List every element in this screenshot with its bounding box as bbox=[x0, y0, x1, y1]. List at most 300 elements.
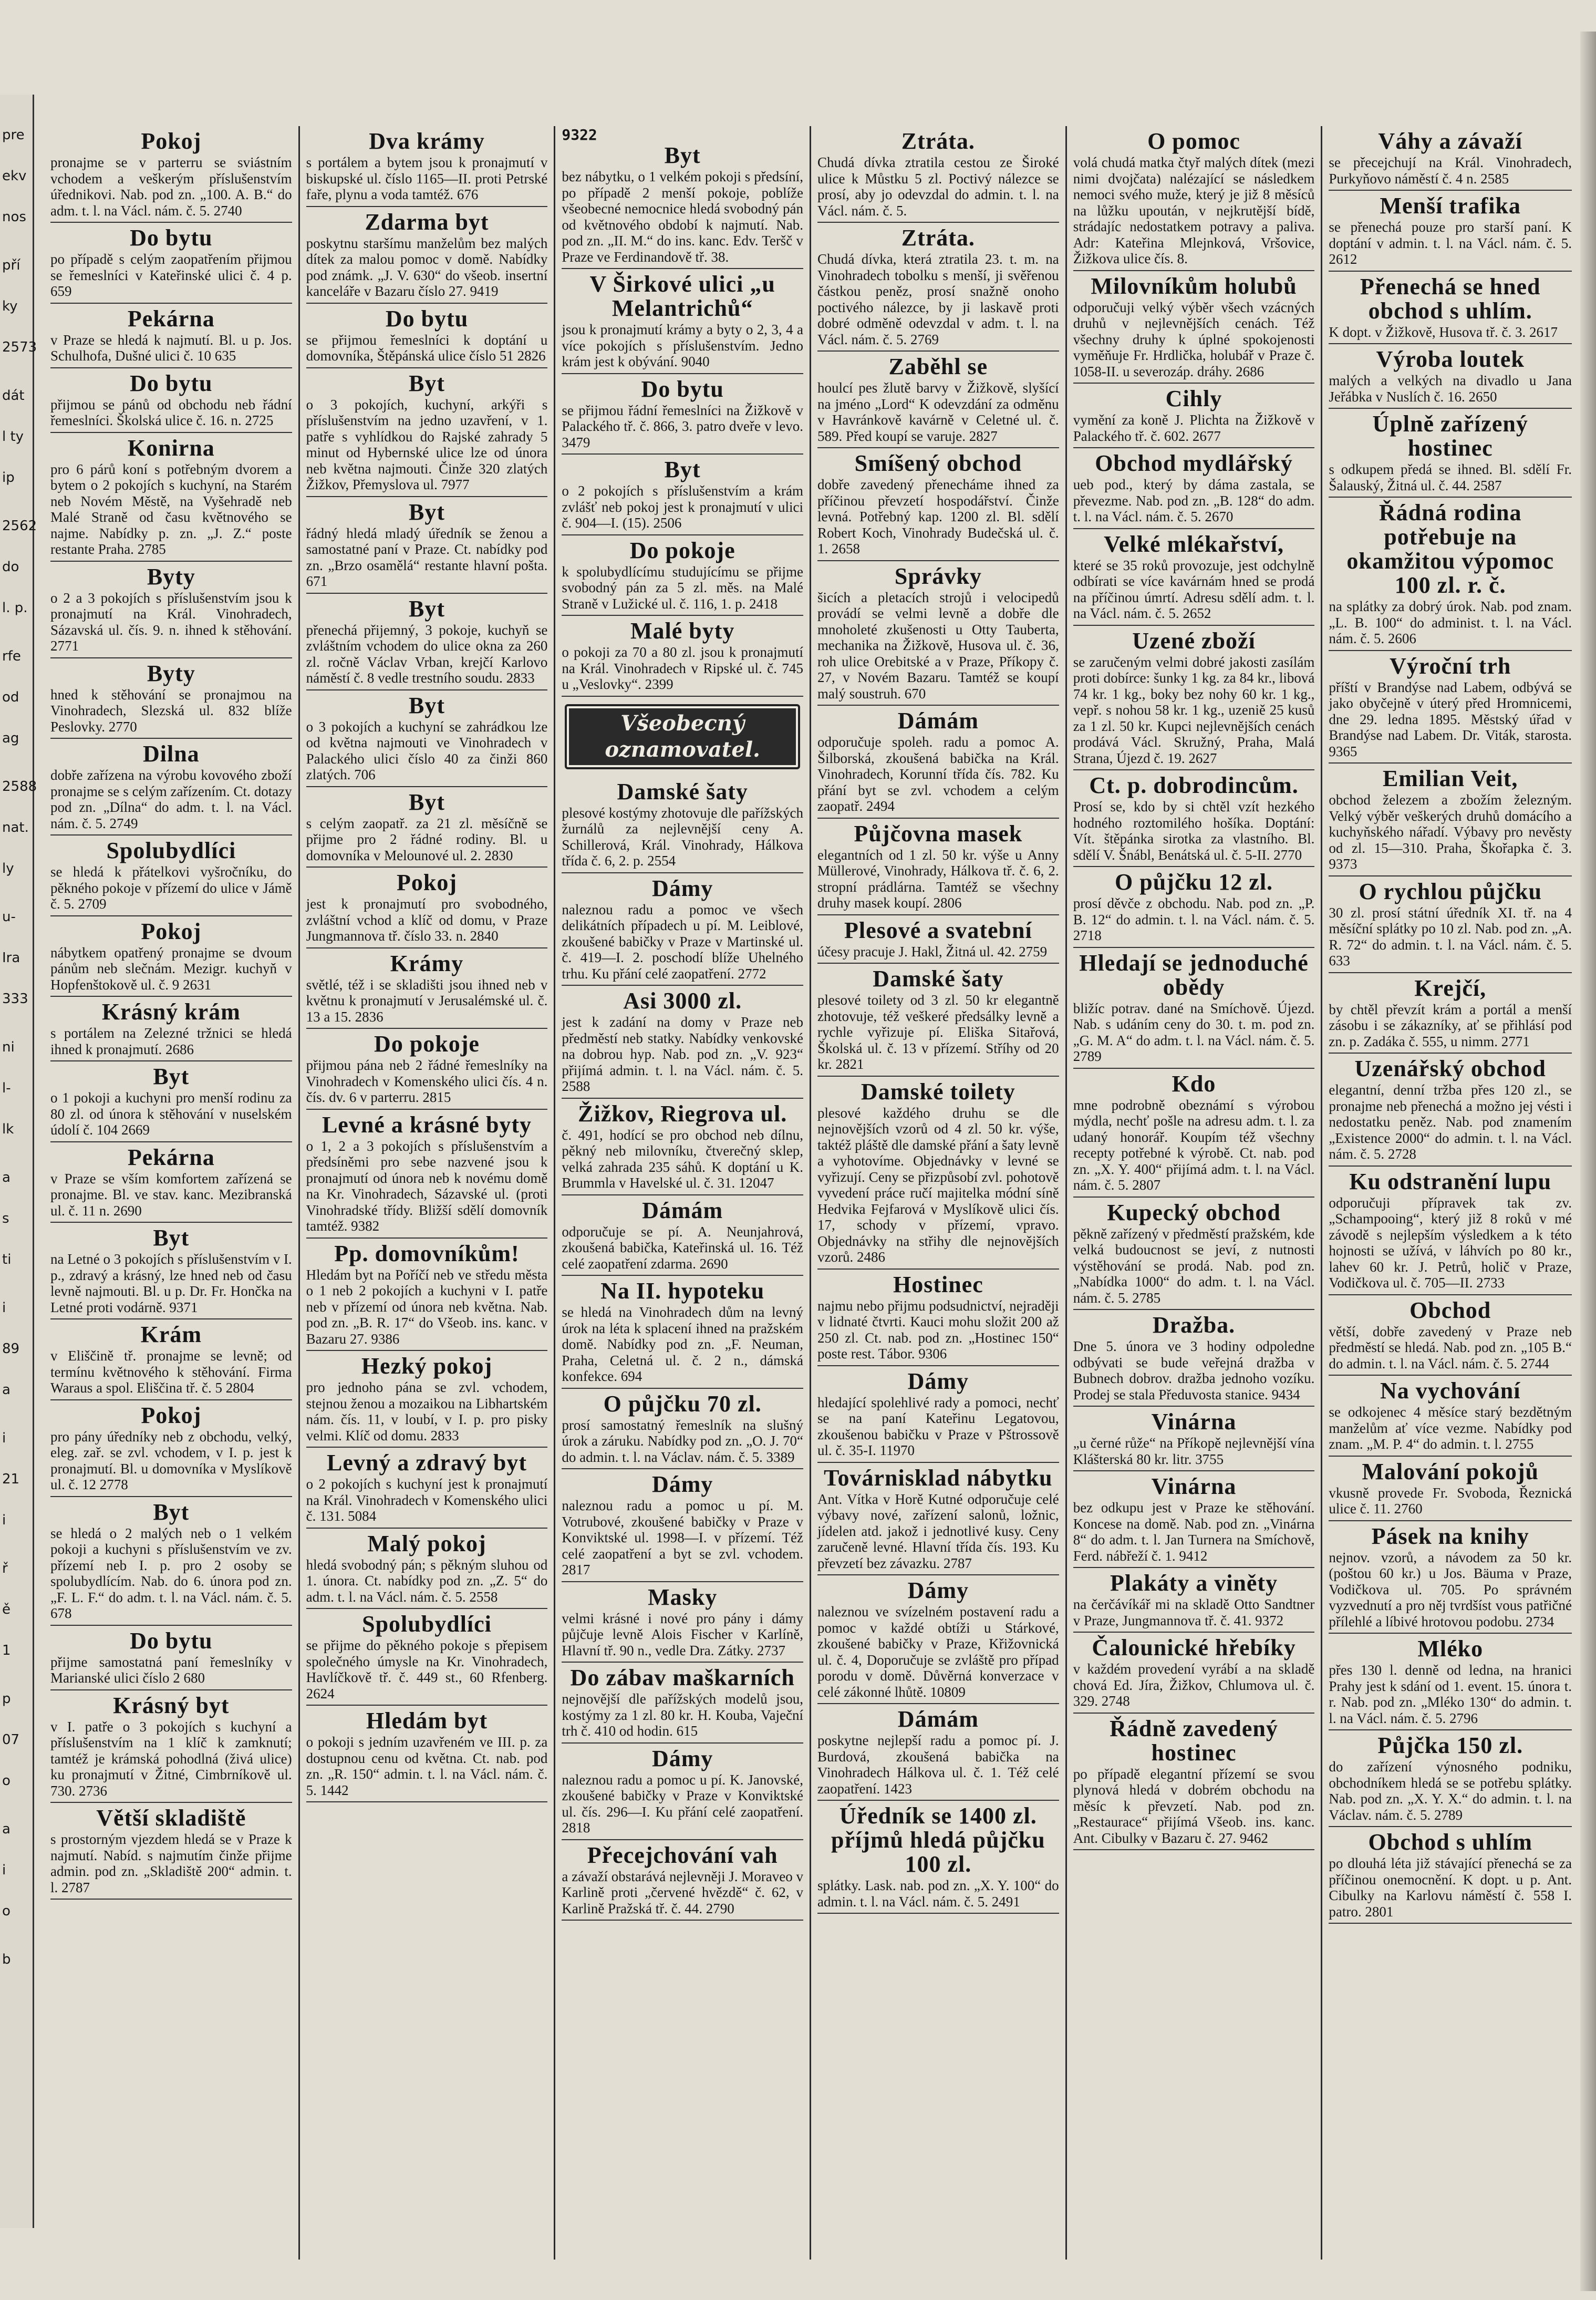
ad-code: 615 bbox=[676, 1723, 698, 1739]
ad-body bbox=[1329, 1002, 1572, 1050]
ad-body bbox=[1073, 1001, 1315, 1065]
ad-body bbox=[306, 397, 548, 493]
section-banner bbox=[565, 704, 800, 769]
strip-fragment: 1 bbox=[2, 1643, 11, 1658]
ad-code: 3479 bbox=[562, 434, 590, 450]
ad-heading: Plesové a svatební bbox=[844, 917, 1032, 943]
ad-code: 2486 bbox=[857, 1249, 885, 1265]
ad-code: 2612 bbox=[1329, 251, 1357, 267]
classified-ad bbox=[1329, 1634, 1572, 1730]
ad-code: 2585 bbox=[1480, 170, 1509, 187]
classified-ad bbox=[306, 948, 548, 1029]
classified-ad bbox=[562, 1663, 803, 1744]
ad-text: hledá svobodný pán; s pěkným sluhou od 1. února. Ct. nabídky pod zn. „Z. 5“ do adm. t. l. na Václ. nám. č. 5. bbox=[306, 1556, 548, 1605]
ad-code: 2778 bbox=[99, 1477, 128, 1492]
ad-text: hned k stěhování se pronajmou na Vinohradech, Slezská ul. 832 blíže Peslovky. bbox=[50, 686, 292, 735]
classified-ad bbox=[1073, 867, 1315, 948]
ad-text: by chtěl převzít krám a portál a menší zásobu i se zákazníky, ať se přihlásí pod zn. p. Zadáka č. 555, u nimm. bbox=[1329, 1001, 1572, 1049]
ad-text: o 1 pokoji a kuchyni pro menší rodinu za 80 zl. od února k stěhování v nuselském údolí č. 104 bbox=[50, 1090, 292, 1138]
ad-code: 2770 bbox=[1273, 847, 1302, 863]
ad-body bbox=[306, 1557, 548, 1605]
ad-heading: Uzenářský obchod bbox=[1354, 1056, 1546, 1081]
ad-heading: Vinárna bbox=[1151, 1409, 1237, 1435]
ad-heading: Krásný byt bbox=[113, 1692, 230, 1718]
ad-heading: Dva krámy bbox=[369, 128, 485, 154]
ad-code: 2787 bbox=[943, 1555, 972, 1571]
ad-heading: Pokoj bbox=[141, 918, 202, 944]
ad-text: o 2 a 3 pokojích s příslušenstvím jsou k pronajmutí na Král. Vinohradech, Sázavská ul. čís. 9. n. ihned k stěhování. bbox=[50, 590, 292, 638]
ad-heading: Větší skladiště bbox=[96, 1805, 246, 1831]
classified-ad bbox=[306, 1448, 548, 1529]
classified-ad bbox=[1073, 1069, 1315, 1198]
classified-ad bbox=[1073, 948, 1315, 1069]
ad-code: 676 bbox=[457, 187, 479, 202]
ad-heading: Malování pokojů bbox=[1362, 1458, 1539, 1484]
classified-ad bbox=[50, 1626, 292, 1690]
ad-heading: Byt bbox=[409, 370, 445, 396]
ad-heading: Byt bbox=[409, 499, 445, 525]
strip-fragment: ni bbox=[2, 1039, 15, 1055]
strip-fragment: i bbox=[2, 1862, 6, 1878]
strip-fragment: Ira bbox=[2, 950, 20, 966]
ad-heading: Byt bbox=[153, 1225, 190, 1251]
classified-ad bbox=[817, 1801, 1059, 1914]
ad-text: velmi krásné i nové pro pány i dámy půjčuje levně Alois Fischer v Karlíně, Hlavní tř. 90 n., vedle Dra. Zátky. bbox=[562, 1610, 804, 1658]
ad-body bbox=[1073, 799, 1315, 863]
ad-code: 670 bbox=[904, 685, 926, 702]
ad-text: elegantní, denní tržba přes 120 zl., se pronajme neb přenechá a možno jej vésti i nedostatku peněz. Nab. pod znamením „Existence 2000“ do admin. t. l. na Václ. nám. č. 5. bbox=[1329, 1082, 1572, 1162]
ad-code: 2840 bbox=[470, 928, 499, 944]
classified-ad bbox=[1073, 1198, 1315, 1311]
ad-text: odporučuje spoleh. radu a pomoc A. Šilborská, zkoušená babička na Král. Vinohradech, Korunní třída čís. 782. Ku přání byt se zvl. vchodem a celým zaopatř. bbox=[817, 734, 1059, 814]
ad-text: odporučuji přípravek tak zv. „Schampooing“, který již 8 roků v mé závodě s nejlepším výsledkem a k této hojnosti se užívá, v láhvích po 80 kr., lahev 60 kr. J. Petrů, holič v Praze, Vodičkova ul. č. 705—II. bbox=[1329, 1194, 1572, 1291]
ad-heading: Hezký pokoj bbox=[361, 1353, 493, 1379]
classified-ad bbox=[817, 819, 1059, 915]
ad-heading: Levné a krásné byty bbox=[322, 1111, 532, 1138]
ad-code: 2418 bbox=[749, 595, 778, 612]
ad-heading: Byt bbox=[409, 692, 445, 718]
ad-body bbox=[1329, 1759, 1572, 1823]
ad-text: K dopt. v Žižkově, Husova tř. č. 3. bbox=[1329, 324, 1526, 340]
ad-code: 9419 bbox=[470, 283, 499, 299]
ad-body bbox=[50, 864, 292, 912]
ad-heading: Byt bbox=[153, 1064, 190, 1089]
ad-text: k spolubydlícímu studujícímu se přijme svobodný pán za 5 zl. měs. na Malé Straně v Lužické ul. č. 116, 1. p. bbox=[562, 563, 804, 612]
ad-code: 659 bbox=[50, 283, 72, 299]
ad-body bbox=[50, 251, 292, 300]
ad-body bbox=[1073, 1097, 1315, 1193]
classified-ad bbox=[562, 777, 803, 873]
ad-heading: Pásek na knihy bbox=[1371, 1523, 1529, 1549]
strip-fragment: 21 bbox=[2, 1471, 20, 1487]
classified-ad bbox=[1073, 626, 1315, 771]
ad-text: plesové kostýmy zhotovuje dle pařížských žurnálů za nejlevnější ceny A. Schillerová, Král. Vinohrady, Hálkova třída č. 6, 2. p. bbox=[562, 805, 804, 869]
strip-fragment: 2588 bbox=[2, 779, 37, 795]
ad-text: do zařízení výnosného podniku, obchodníkem hledá se se potřebu splátky. Nab. pod zn. „X. Y. X.“ do admin. t. l. na Václav. nám. č. 5. bbox=[1329, 1759, 1572, 1823]
ad-text: 30 zl. prosí státní úředník XI. tř. na 4 měsíční splátky po 10 zl. Nab. pod zn. „A. R. 72“ do admin. t. l. na Václ. nám. č. 5. bbox=[1329, 904, 1572, 953]
classified-ad bbox=[306, 787, 548, 868]
ad-text: naleznou radu a pomoc ve všech delikátních případech u pí. M. Leiblové, zkoušené babičky v Praze v Martinské ul. č. 419—I. 2. poschodí blíže Uhelného trhu. Ku přání celé zaopatření. bbox=[562, 901, 804, 982]
ad-body bbox=[1073, 1661, 1315, 1709]
classified-ad bbox=[1329, 651, 1572, 764]
ad-text: jest k zadání na domy v Praze neb předměstí neb statky. Nabídky venkovské na dobrou hyp. Nab. pod zn. „V. 923“ přijímá admin. t. l. na Václ. nám. č. 5. bbox=[562, 1014, 804, 1078]
classified-ad bbox=[50, 223, 292, 304]
page-number: 9322 bbox=[562, 126, 597, 143]
ad-code: 2785 bbox=[137, 541, 166, 557]
classified-ad bbox=[562, 1195, 803, 1276]
ad-text: se hledá k přátelkovi vyšročníku, do pěkného pokoje v přízemí do ulice v Jámě č. 5. bbox=[50, 864, 292, 912]
classified-ad bbox=[50, 1061, 292, 1142]
ad-text: pro pány úředníky neb z obchodu, velký, eleg. zař. se zvl. vchodem, v I. p. jest k pronajmutí. Bl. u domovníka v Myslíkově ul. č. 12 bbox=[50, 1428, 292, 1492]
strip-fragment: i bbox=[2, 1430, 6, 1446]
column-1 bbox=[44, 126, 300, 2260]
ad-code: 2558 bbox=[469, 1589, 498, 1605]
ad-heading: Ztráta. bbox=[901, 128, 975, 154]
ad-text: Dne 5. února ve 3 hodiny odpoledne odbývati se bude veřejná dražba v Bubnech dobrov. dražba jednoho vozíku. Prodej se stala Předuvosta stanice. bbox=[1073, 1338, 1315, 1402]
ad-text: Hledám byt na Poříčí neb ve středu města o 1 neb 2 pokojích a kuchyni v I. patře neb v přízemí od února neb května. Nab. pod zn. „B. R. 17“ do Všeob. ins. kanc. v Bazaru 27. bbox=[306, 1266, 548, 1347]
classified-ad bbox=[1073, 448, 1315, 529]
strip-fragment: p bbox=[2, 1691, 11, 1707]
ad-heading: Do pokoje bbox=[374, 1031, 480, 1057]
strip-fragment: 2573 bbox=[2, 339, 37, 355]
ad-code: 2815 bbox=[422, 1089, 451, 1105]
ad-text: poskytne nejlepší radu a pomoc pí. J. Burdová, zkoušená babička na Vinohradech Hálkova ul. č. 1. Též celé zaopatření. bbox=[817, 1732, 1059, 1797]
column-6 bbox=[1322, 126, 1578, 2260]
ad-text: řádný hledá mladý úředník se ženou a samostatné paní v Praze. Ct. nabídky pod zn. „Brzo osamělá“ restante hlavní pošta. bbox=[306, 525, 548, 573]
ad-body bbox=[562, 1869, 803, 1917]
ad-heading: Půjčovna masek bbox=[854, 820, 1023, 847]
ad-code: 2686 bbox=[165, 1041, 194, 1057]
ad-heading: Masky bbox=[648, 1584, 718, 1610]
ad-text: plesové každého druhu se dle nejnovějších vzorů od 4 zl. 50 kr. výše, taktéž pláště dle damské přání a šaty levně a vyhotovíme. Objednávky v levné se vyřizují. Ceny se přizpůsobí zvl. pohotově vyvedení práce ručí majitelka módní síně Hedvika Fejfarová v Myslíkově ulici čís. 17, schody v přízemí, vpravo. Objednávky na střihy dle nejnovějších vzorů. bbox=[817, 1105, 1059, 1265]
classified-ad bbox=[817, 126, 1059, 223]
ad-code: 2785 bbox=[1132, 1290, 1161, 1306]
ad-body bbox=[817, 1491, 1059, 1572]
strip-fragment: do bbox=[2, 559, 19, 575]
strip-fragment: s bbox=[2, 1211, 9, 1226]
ad-code: 2755 bbox=[1505, 1436, 1534, 1452]
ad-text: s portálem a bytem jsou k pronajmutí v biskupské ul. číslo 1165—II. proti Petrské faře, plynu a voda tamtéž. bbox=[306, 154, 548, 202]
ad-code: 2627 bbox=[1188, 750, 1217, 766]
ad-text: Prosí se, kdo by si chtěl vzít hezkého hodného roztomilého hošíka. Doptání: Vít. štěpánka sirotka za vlastního. Bl. sdělí V. Šnábl, Benátská ul. č. 5-II. bbox=[1073, 799, 1315, 863]
ad-text: o pokoji s jedním uzavřeném ve III. p. za dostupnou cenu od května. Ct. nab. pod zn. „R. 150“ admin. t. l. na Václ. nám. č. 5. bbox=[306, 1734, 548, 1798]
ad-body bbox=[562, 322, 803, 370]
classified-ad bbox=[1329, 344, 1572, 409]
ad-code: 2833 bbox=[506, 670, 535, 686]
ad-text: hledající spolehlivé rady a pomoci, nechť se na paní Kateřinu Legatovou, zkoušenou babičku v Praze v Pštrossově ul. č. 35-I. bbox=[817, 1394, 1059, 1458]
classified-ad bbox=[1073, 770, 1315, 867]
strip-fragment: ř bbox=[2, 1561, 8, 1576]
ad-text: v každém provedení vyrábí a na skladě chová Ed. Jíra, Žižkov, Chlumova ul. č. 329. bbox=[1073, 1661, 1315, 1709]
classified-ad bbox=[306, 304, 548, 368]
ad-heading: Správky bbox=[894, 563, 982, 589]
classified-ad bbox=[817, 1575, 1059, 1704]
ad-text: po případě elegantní přízemí se svou plynová hledá v dobrém obchodu na měsíc k převzetí. Nab. pod zn. „Restaurace“ přijímá Všeob. ins. kanc. Ant. Cibulky v Bazaru č. 27. bbox=[1073, 1766, 1315, 1846]
ad-body bbox=[306, 154, 548, 203]
classified-ad bbox=[50, 658, 292, 739]
ad-text: které se 35 roků provozuje, jest odchylně odbírati se více kavárnám hned se prodá na příčinou úmrtí. Adresu sdělí adm. t. l. na Václ. nám. č. 5. bbox=[1073, 557, 1315, 621]
ad-text: dobře zavedený přenecháme ihned za příčinou převzetí hospodářství. Činže levná. Potřebný kap. 1200 zl. Bl. sdělí Robert Koch, Vinohrady Budečská ul. č. 1. bbox=[817, 477, 1059, 556]
ad-code: 9434 bbox=[1271, 1386, 1300, 1402]
ad-body bbox=[817, 154, 1059, 219]
ad-text: v Praze se hledá k najmutí. Bl. u p. Jos. Schulhofa, Dušné ulici č. 10 bbox=[50, 332, 292, 364]
ad-code: 2658 bbox=[832, 541, 861, 556]
ad-heading: Dámám bbox=[897, 708, 979, 734]
strip-fragment: a bbox=[2, 1170, 11, 1185]
ad-code: 2770 bbox=[108, 718, 137, 735]
ad-heading: Dámám bbox=[897, 1706, 979, 1732]
ad-code: 2606 bbox=[1387, 631, 1416, 646]
ad-code: 2748 bbox=[1101, 1693, 1130, 1709]
strip-fragment: nat. bbox=[2, 820, 29, 836]
ad-heading: Dámy bbox=[907, 1368, 969, 1394]
strip-fragment: ky bbox=[2, 298, 18, 314]
ad-heading: Výroční trh bbox=[1390, 653, 1511, 679]
ad-text: se přijme do pěkného pokoje s přepisem společného úmysle na Kr. Vinohradech, Havlíčkově tř. č. 449 st., 60 Rfenberg. bbox=[306, 1637, 548, 1685]
strip-fragment: u- bbox=[2, 909, 16, 925]
classified-ad bbox=[306, 690, 548, 787]
classified-ad bbox=[562, 1389, 803, 1470]
ad-heading: Byt bbox=[664, 142, 701, 168]
ad-heading: Do bytu bbox=[130, 1627, 213, 1654]
ad-body bbox=[1329, 599, 1572, 647]
strip-fragment: rfe bbox=[2, 648, 21, 664]
ad-text: v Praze se vším komfortem zařízená se pronajme. Bl. ve stav. kanc. Mezibranská ul. č. 11 n. bbox=[50, 1170, 292, 1219]
ad-body bbox=[50, 767, 292, 831]
ad-code: 1442 bbox=[320, 1782, 349, 1798]
ad-text: malých a velkých na divadlo u Jana Jeřábka v Nuslích č. 16. bbox=[1329, 373, 1572, 405]
ad-code: 2836 bbox=[355, 1008, 384, 1025]
ad-heading: Mléko bbox=[1417, 1636, 1484, 1662]
ad-heading: V Širkové ulici „u Melantrichů“ bbox=[589, 271, 775, 321]
ad-text: se přijmou řádní řemeslníci na Žižkově v Palackého tř. č. 866, 3. patro dveře v levo. bbox=[562, 402, 804, 434]
ad-heading: Milovníkům holubů bbox=[1091, 273, 1297, 299]
classified-ad bbox=[306, 868, 548, 948]
ad-code: 2801 bbox=[1365, 1903, 1394, 1920]
classified-ad bbox=[306, 594, 548, 690]
ad-heading: Do zábav maškarních bbox=[570, 1665, 795, 1690]
ad-text: po případě s celým zaopatřením přijmou se řemeslníci v Kateřinské ulici č. 4 p. bbox=[50, 251, 292, 283]
ad-heading: Vinárna bbox=[1151, 1473, 1237, 1499]
ad-heading: Krámy bbox=[390, 950, 464, 976]
strip-fragment: nos bbox=[2, 209, 26, 225]
ad-heading: Spolubydlíci bbox=[106, 838, 236, 863]
classified-columns bbox=[44, 126, 1578, 2260]
ad-body bbox=[1329, 324, 1572, 341]
classified-ad bbox=[817, 706, 1059, 819]
ad-heading: Obchod s uhlím bbox=[1368, 1829, 1532, 1855]
ad-body bbox=[817, 734, 1059, 814]
ad-code: 671 bbox=[306, 573, 328, 589]
ad-body bbox=[1329, 679, 1572, 760]
classified-ad bbox=[50, 739, 292, 836]
strip-fragment: lk bbox=[2, 1121, 14, 1137]
ad-code: 2771 bbox=[50, 638, 79, 654]
ad-code: 706 bbox=[354, 767, 376, 782]
classified-ad bbox=[817, 1077, 1059, 1270]
ad-body bbox=[50, 590, 292, 654]
ad-body bbox=[562, 1772, 803, 1836]
classified-ad bbox=[50, 433, 292, 562]
classified-ad bbox=[50, 562, 292, 658]
classified-ad bbox=[1073, 126, 1315, 271]
ad-heading: Pokoj bbox=[141, 1402, 202, 1428]
ad-body bbox=[306, 1734, 548, 1798]
classified-ad bbox=[1073, 1310, 1315, 1407]
classified-ad bbox=[817, 352, 1059, 448]
ad-text: přes 130 l. denně od ledna, na hranici Prahy jest k sdání od 1. event. 15. února t. r. Nab. pod zn. „Mléko 130“ do admin. t. l. na Václ. nám. č. 5. bbox=[1329, 1662, 1572, 1726]
ad-body bbox=[50, 461, 292, 558]
ad-code: 9306 bbox=[918, 1346, 947, 1362]
strip-fragment: 333 bbox=[2, 991, 28, 1007]
ad-heading: Ku odstranění lupu bbox=[1349, 1168, 1552, 1194]
ad-code: 2650 bbox=[1468, 388, 1497, 405]
ad-heading: Úředník se 1400 zl. příjmů hledá půjčku 100 zl. bbox=[831, 1803, 1045, 1877]
classified-ad bbox=[817, 448, 1059, 561]
ad-text: Chudá dívka ztratila cestou ze Široké ulice k Můstku 5 zl. Poctivý nálezce se prosí, aby jo odevzdal do admin. t. l. na Václ. nám. č. 5. bbox=[817, 154, 1059, 219]
ad-heading: Smíšený obchod bbox=[854, 450, 1022, 476]
ad-text: jsou k pronajmutí krámy a byty o 2, 3, 4 a více pokojích s příslušenstvím. Jedno krám jest k obývání. bbox=[562, 322, 804, 369]
ad-body bbox=[1073, 1226, 1315, 1306]
ad-text: pronajme se v parterru se sviástním vchodem a veškerým příslušenstvím úřednikovi. Nab. pod zn. „100. A. B.“ do adm. t. l. na Václ. nám. č. 5. bbox=[50, 154, 292, 219]
ad-code: 2827 bbox=[969, 428, 998, 444]
ad-code: 9372 bbox=[1255, 1612, 1284, 1628]
classified-ad bbox=[817, 1463, 1059, 1576]
ad-code: 10809 bbox=[930, 1684, 966, 1700]
ad-heading: Do bytu bbox=[130, 370, 213, 396]
ad-code: 2789 bbox=[1073, 1048, 1102, 1064]
ad-heading: Do bytu bbox=[130, 225, 213, 251]
ad-text: volá chudá matka čtyř malých dítek (mezi nimi dvojčata) nalézající se následkem nemoci svého muže, který je již 8 měsíců na lůžku upoután, v nejkrutější bídě, strádajíc nedostatkem potravy a paliva. Adr: Kateřina Mlejnková, Vršovice, Žižkova ulice čís. 8. bbox=[1073, 154, 1315, 266]
ad-code: 2652 bbox=[1183, 605, 1211, 621]
classified-ad bbox=[50, 997, 292, 1061]
ad-text: splátky. Lask. nab. pod zn. „X. Y. 100“ do admin. t. l. na Václ. nám. č. 5. bbox=[817, 1878, 1059, 1910]
ad-heading: Ct. p. dobrodincům. bbox=[1089, 772, 1299, 798]
ad-code: 2807 bbox=[1132, 1177, 1161, 1193]
ad-heading: Dámy bbox=[651, 875, 713, 901]
classified-ad bbox=[1329, 498, 1572, 651]
ad-heading: Do bytu bbox=[641, 376, 724, 402]
ad-body bbox=[562, 169, 803, 265]
ad-code: 2771 bbox=[1501, 1033, 1530, 1049]
ad-code: 2733 bbox=[1476, 1275, 1505, 1291]
classified-ad bbox=[306, 1706, 548, 1802]
ad-body bbox=[50, 332, 292, 364]
ad-code: 9373 bbox=[1329, 856, 1357, 872]
ad-body bbox=[50, 1348, 292, 1396]
ad-body bbox=[817, 251, 1059, 347]
ad-heading: Byty bbox=[147, 660, 195, 686]
ad-heading: Malý pokoj bbox=[367, 1530, 486, 1556]
classified-ad bbox=[1073, 271, 1315, 384]
classified-ad bbox=[1073, 1714, 1315, 1851]
ad-code: 2789 bbox=[1434, 1807, 1463, 1823]
classified-ad bbox=[817, 1366, 1059, 1463]
ad-code: 2677 bbox=[1192, 428, 1221, 444]
ad-code: 2554 bbox=[647, 853, 676, 869]
ad-body bbox=[306, 977, 548, 1025]
classified-ad bbox=[306, 1029, 548, 1110]
ad-body bbox=[562, 483, 803, 531]
ad-code: 2760 bbox=[1394, 1501, 1423, 1517]
ad-text: ueb pod., který by dáma zastala, se převezme. Nab. pod zn. „B. 128“ do adm. t. l. na Václ. nám. č. 5. bbox=[1073, 477, 1315, 524]
ad-text: účesy pracuje J. Hakl, Žitná ul. 42. bbox=[817, 943, 1015, 960]
ad-heading: Byt bbox=[664, 457, 701, 482]
column-5 bbox=[1067, 126, 1323, 2260]
ad-body bbox=[817, 1604, 1059, 1700]
classified-ad bbox=[817, 964, 1059, 1077]
ad-text: houlcí pes žlutě barvy v Žižkově, slyšící na jméno „Lord“ K odevzdání za odměnu v Havránkově kavárně v Celetné ul. č. 589. Před koupí se varuje. bbox=[817, 380, 1059, 444]
classified-ad bbox=[306, 1351, 548, 1448]
ad-code: 2718 bbox=[1073, 927, 1102, 943]
ad-heading: O půjčku 12 zl. bbox=[1115, 869, 1273, 895]
classified-ad bbox=[306, 1609, 548, 1706]
ad-text: pro 6 párů koní s potřebným dvorem a bytem o 2 pokojích s kuchyní, na Starém neb Novém Městě, na Vyšehradě neb Malé Straně od času květnového se najme. Nabídky p. zn. „J. Z.“ poste restante Praha. bbox=[50, 461, 292, 557]
ad-text: na čerčávíkář mi na skladě Otto Sandtner v Praze, Jungmannova tř. č. 41. bbox=[1073, 1596, 1315, 1628]
ad-code: 2686 bbox=[1236, 363, 1265, 379]
ad-heading: O pomoc bbox=[1147, 128, 1240, 154]
strip-fragment: a bbox=[2, 1821, 11, 1837]
ad-code: 2494 bbox=[866, 798, 895, 814]
strip-fragment: 89 bbox=[2, 1341, 20, 1357]
classified-ad bbox=[306, 1110, 548, 1239]
classified-ad bbox=[306, 1529, 548, 1610]
classified-ad bbox=[562, 986, 803, 1099]
ad-body bbox=[306, 896, 548, 944]
ad-text: se přecejchují na Král. Vinohradech, Purkyňovo náměstí č. 4 n. bbox=[1329, 154, 1572, 187]
ad-code: 2787 bbox=[61, 1879, 90, 1895]
classified-ad bbox=[1329, 409, 1572, 498]
ad-text: se hledá o 2 malých neb o 1 velkém pokoji a kuchyni s příslušenstvím ve zv. přízemí neb I. p. pro 2 osoby se spolubydlícím. Nab. do 6. února pod zn. „F. L. F.“ do adm. t. l. na Václ. nám. č. 5. bbox=[50, 1525, 292, 1605]
ad-text: šicích a pletacích strojů i velocipedů provádí se velmi levně a dobře dle mnoholeté zkušenosti u Otty Tauberta, mechanika na Žižkově, Husova ul. č. 36, roh ulice Orebitské a v Praze, Příkopy č. 27, v Novém Bazaru. Tamtéž se koupí malý soustruh. bbox=[817, 589, 1059, 702]
ad-body bbox=[562, 1127, 803, 1191]
ad-body bbox=[50, 1719, 292, 1799]
ad-code: 2617 bbox=[1529, 324, 1558, 340]
classified-ad bbox=[562, 535, 803, 616]
ad-text: mne podrobně obeznámí s výrobou mýdla, nechť pošle na adresu adm. t. l. za udaný honorář. Koupím též všechny recepty potřebné k výrobě. Ct. nab. pod zn. „X. Y. 400“ přijímá adm. t. l. na Václ. nám. č. 5. bbox=[1073, 1097, 1315, 1193]
ad-body bbox=[562, 1691, 803, 1739]
classified-ad bbox=[50, 1497, 292, 1626]
classified-ad bbox=[50, 916, 292, 997]
ad-body bbox=[1329, 154, 1572, 187]
ad-body bbox=[306, 1057, 548, 1106]
ad-body bbox=[1329, 373, 1572, 405]
ad-code: 2759 bbox=[1019, 943, 1048, 960]
ad-code: 2818 bbox=[562, 1820, 590, 1835]
classified-ad bbox=[1329, 764, 1572, 876]
ad-body bbox=[50, 1525, 292, 1622]
ad-body bbox=[817, 944, 1059, 960]
ad-text: nejnovější dle pařížských modelů jsou, kostýmy za 1 zl. 80 kr. H. Kouba, Vaječní trh č. 410 od hodin. bbox=[562, 1691, 804, 1739]
ad-text: obchod železem a zbožím železným. Velký výběr veškerých druhů domácího a kuchyňského nářadí. Výbavy pro nevěsty od zl. 15—310. Praha, Škořapka č. 3. bbox=[1329, 792, 1572, 856]
strip-fragment: pří bbox=[2, 257, 20, 273]
ad-heading: Dilna bbox=[142, 741, 200, 767]
ad-text: o 1, 2 a 3 pokojích s příslušenstvím a předsíněmi pro sebe nazvené jsou k pronajmutí od února neb k novému domě na Kr. Vinohradech, Sázavské ul. (proti Vinohradské třídy. Bližší sdělí domovník tamtéž. bbox=[306, 1138, 548, 1234]
ad-heading: Obchod bbox=[1410, 1297, 1491, 1323]
ad-body bbox=[817, 992, 1059, 1072]
ad-body bbox=[1073, 477, 1315, 525]
classified-ad bbox=[562, 1840, 803, 1921]
ad-text: se zaručeným velmi dobré jakosti zasílám proti dobírce: šunky 1 kg. za 84 kr., libová 74 kr. 1 kg., boky bez nohy 60 kr. 1 kg., vepř. s nohou 58 kr. 1 kg., uzeniě 25 kusů za 1 zl. 50 kr. Kupci nejlevnějších cenách prodává Václ. Skružný, Praha, Malá Strana, Újezd č. 19. bbox=[1073, 654, 1315, 766]
ad-text: s prostorným vjezdem hledá se v Praze k najmutí. Nabíd. s najmutím činže přijme admin. pod zn. „Skladiště 200“ admin. t. l. bbox=[50, 1831, 292, 1895]
ad-body bbox=[306, 1476, 548, 1524]
classified-ad bbox=[1329, 1521, 1572, 1634]
ad-heading: Řádně zavedený hostinec bbox=[1110, 1715, 1278, 1766]
ad-heading: Emilian Veit, bbox=[1382, 766, 1518, 791]
ad-body bbox=[306, 235, 548, 300]
ad-heading: Hledám byt bbox=[366, 1708, 488, 1734]
ad-body bbox=[817, 1105, 1059, 1265]
